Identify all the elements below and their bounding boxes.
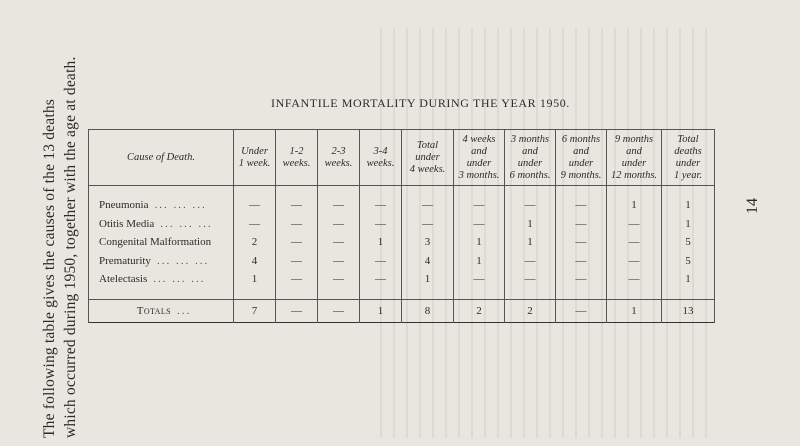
value-cell: 1 <box>607 186 662 215</box>
value-cell: — <box>454 270 505 299</box>
value-cell: 4 <box>234 252 276 271</box>
totals-row <box>89 299 715 322</box>
cause-cell: Prematurity ... ... ... <box>89 252 234 271</box>
value-cell: — <box>360 215 402 234</box>
value-cell: — <box>402 215 454 234</box>
value-cell: 1 <box>360 233 402 252</box>
total-cell: — <box>318 299 360 322</box>
value-cell: — <box>454 186 505 215</box>
value-cell: — <box>607 233 662 252</box>
value-cell: 1 <box>234 270 276 299</box>
value-cell: 1 <box>505 215 556 234</box>
value-cell: — <box>318 233 360 252</box>
header-cause: Cause of Death. <box>89 130 234 186</box>
mortality-table <box>88 129 715 323</box>
total-cell: 13 <box>662 299 715 322</box>
value-cell: 1 <box>402 270 454 299</box>
value-cell: — <box>276 252 318 271</box>
value-cell: — <box>607 252 662 271</box>
total-cell: 1 <box>607 299 662 322</box>
value-cell: 1 <box>454 233 505 252</box>
header-under-1-week: Under 1 week. <box>234 130 276 186</box>
value-cell: — <box>234 215 276 234</box>
total-cell: 8 <box>402 299 454 322</box>
cause-cell: Pneumonia ... ... ... <box>89 186 234 215</box>
table-title: INFANTILE MORTALITY DURING THE YEAR 1950. <box>271 96 570 110</box>
total-cell: 2 <box>454 299 505 322</box>
value-cell: — <box>607 215 662 234</box>
value-cell: — <box>318 186 360 215</box>
value-cell: — <box>276 215 318 234</box>
value-cell: 1 <box>454 252 505 271</box>
total-cell: 1 <box>360 299 402 322</box>
value-cell: — <box>360 270 402 299</box>
value-cell: 4 <box>402 252 454 271</box>
cause-cell: Congenital Malformation <box>89 233 234 252</box>
value-cell: — <box>318 215 360 234</box>
header-4-weeks-3-months: 4 weeks and under 3 months. <box>454 130 505 186</box>
value-cell: 5 <box>662 233 715 252</box>
header-3-4-weeks: 3-4 weeks. <box>360 130 402 186</box>
value-cell: — <box>276 270 318 299</box>
intro-line-1: The following table gives the causes of the 13 deaths <box>41 98 58 438</box>
value-cell: 5 <box>662 252 715 271</box>
table-row <box>89 233 715 252</box>
header-6-9-months: 6 months and under 9 months. <box>556 130 607 186</box>
page-number: 14 <box>744 198 761 214</box>
cause-cell: Otitis Media ... ... ... <box>89 215 234 234</box>
value-cell: — <box>318 252 360 271</box>
table-row <box>89 252 715 271</box>
header-1-2-weeks: 1-2 weeks. <box>276 130 318 186</box>
total-cell: — <box>276 299 318 322</box>
value-cell: — <box>556 270 607 299</box>
header-3-6-months: 3 months and under 6 months. <box>505 130 556 186</box>
header-total-under-4-weeks: Total under 4 weeks. <box>402 130 454 186</box>
total-cell: 2 <box>505 299 556 322</box>
value-cell: 3 <box>402 233 454 252</box>
value-cell: 2 <box>234 233 276 252</box>
total-cell: 7 <box>234 299 276 322</box>
total-cell: — <box>556 299 607 322</box>
value-cell: — <box>360 252 402 271</box>
totals-label: Totals ... <box>89 299 234 322</box>
value-cell: — <box>607 270 662 299</box>
value-cell: — <box>276 186 318 215</box>
value-cell: 1 <box>662 186 715 215</box>
value-cell: — <box>454 215 505 234</box>
header-2-3-weeks: 2-3 weeks. <box>318 130 360 186</box>
table-row <box>89 215 715 234</box>
value-cell: 1 <box>662 215 715 234</box>
rotated-intro-text <box>39 8 81 438</box>
table-row <box>89 270 715 299</box>
value-cell: — <box>360 186 402 215</box>
value-cell: — <box>402 186 454 215</box>
value-cell: 1 <box>505 233 556 252</box>
value-cell: — <box>234 186 276 215</box>
value-cell: — <box>318 270 360 299</box>
intro-line-2: which occurred during 1950, together with the age at death. <box>62 56 79 438</box>
value-cell: — <box>505 186 556 215</box>
value-cell: 1 <box>662 270 715 299</box>
header-row <box>89 130 715 186</box>
value-cell: — <box>505 252 556 271</box>
value-cell: — <box>556 215 607 234</box>
table-row <box>89 186 715 215</box>
header-9-12-months: 9 months and under 12 months. <box>607 130 662 186</box>
value-cell: — <box>505 270 556 299</box>
value-cell: — <box>556 186 607 215</box>
value-cell: — <box>556 252 607 271</box>
header-total-under-1-year: Total deaths under 1 year. <box>662 130 715 186</box>
value-cell: — <box>556 233 607 252</box>
value-cell: — <box>276 233 318 252</box>
cause-cell: Atelectasis ... ... ... <box>89 270 234 299</box>
